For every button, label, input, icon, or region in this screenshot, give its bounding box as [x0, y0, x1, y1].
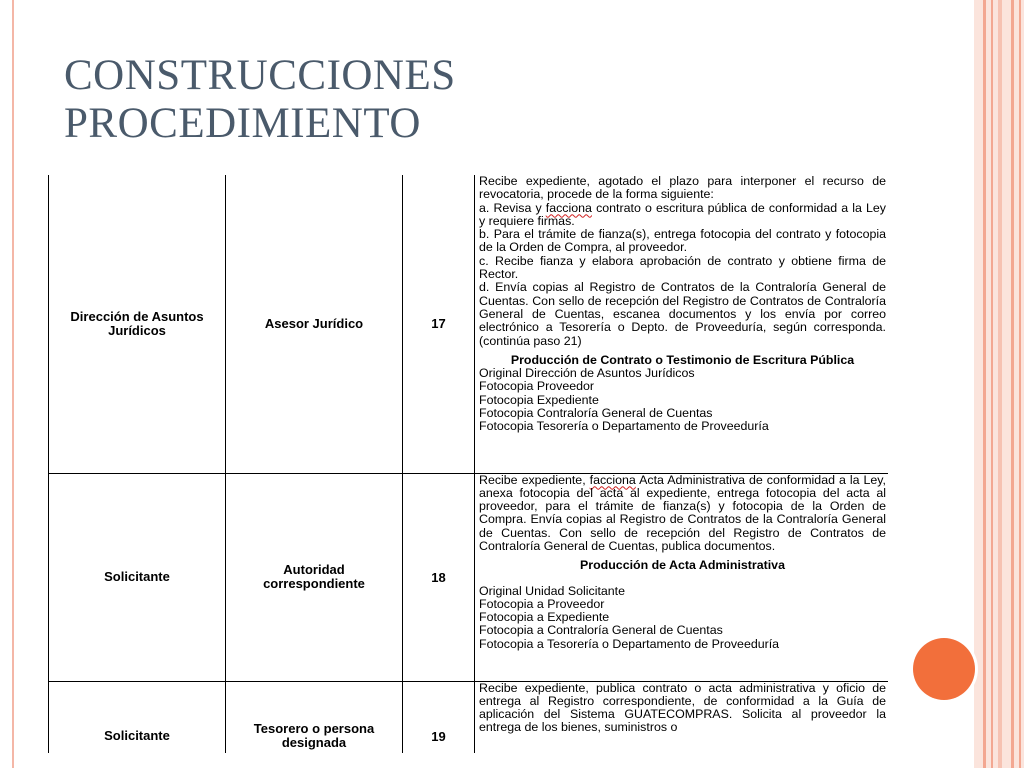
item-a-text-start: a. Revisa y: [479, 200, 546, 215]
step-number-cell: 18: [403, 473, 475, 681]
copy-line: Fotocopia Expediente: [479, 392, 599, 407]
production-subtitle: Producción de Contrato o Testimonio de Escritura Pública: [510, 352, 855, 367]
unit-cell: Solicitante: [49, 681, 226, 753]
table-row: [49, 175, 889, 473]
slide-title-line-1: CONSTRUCCIONES: [64, 52, 456, 99]
position-cell: Autoridad correspondiente: [226, 473, 403, 681]
right-decorative-band: [974, 0, 1024, 768]
spellcheck-word: facciona: [545, 200, 592, 215]
description-item-c: c. Recibe fianza y elabora aprobación de contrato y obtiene firma de Rector.: [479, 253, 886, 282]
decorative-stripe: [1011, 0, 1014, 768]
procedure-table: [48, 175, 888, 753]
position-cell: Asesor Jurídico: [226, 175, 403, 473]
spellcheck-word: facciona: [589, 472, 636, 487]
production-subtitle: Producción de Acta Administrativa: [580, 558, 785, 573]
copy-line: Fotocopia Proveedor: [479, 379, 595, 394]
step-number-cell: 17: [403, 175, 475, 473]
description-item-b: b. Para el trámite de fianza(s), entrega fotocopia del contrato y fotocopia de la Orden de Compra, al proveedor.: [479, 227, 886, 255]
step-number-cell: 19: [403, 681, 475, 753]
unit-cell: Solicitante: [49, 473, 226, 681]
paragraph-text-end: Acta Administrativa de conformidad a la Ley, anexa fotocopia del acta al expediente, entrega fotocopia del acta al proveedor, para el trámite de fianza(s) y fotocopia de la Orden de Compra. Envía copias al Registro de Contratos de la Contraloría General de Cuentas. Con sello de recepción del Registro de Contratos de Contraloría General de Cuentas, publica documentos.: [479, 472, 886, 553]
position-cell: Tesorero o persona designada: [226, 681, 403, 753]
description-paragraph: Recibe expediente, publica contrato o acta administrativa y oficio de entrega al Registro correspondiente, de conformidad a la Guía de aplicación del Sistema GUATECOMPRAS. Solicita al proveedor la entrega de los bienes, suministros o: [479, 680, 886, 735]
description-cell: [475, 175, 889, 473]
slide-title: [64, 52, 456, 148]
copy-line: Fotocopia a Proveedor: [479, 596, 605, 611]
slide-title-line-2: PROCEDIMIENTO: [64, 100, 421, 147]
procedure-table-container: [48, 175, 888, 753]
description-cell: [475, 473, 889, 681]
left-decorative-line: [12, 0, 14, 768]
description-item-d: d. Envía copias al Registro de Contratos de la Contraloría General de Cuentas. Con sello de recepción del Registro de Contratos de Contraloría General de Cuentas, escanea documentos y los envía por correo electrónico a Tesorería o Depto. de Proveeduría, según corresponda. (continúa paso 21): [479, 280, 886, 348]
description-item-a: [479, 202, 886, 229]
paragraph-text-start: Recibe expediente,: [479, 472, 590, 487]
decorative-stripe: [991, 0, 993, 768]
copy-line: Original Dirección de Asuntos Jurídicos: [479, 366, 695, 381]
copy-line: Fotocopia Contraloría General de Cuentas: [479, 406, 713, 421]
item-a-text-end: contrato o escritura pública de conformidad a la Ley y requiere firmas.: [479, 200, 886, 228]
copy-line: Fotocopia a Contraloría General de Cuentas: [479, 623, 723, 638]
description-cell: [475, 681, 889, 753]
unit-cell: Dirección de Asuntos Jurídicos: [49, 175, 226, 473]
orange-circle-decoration: [913, 638, 975, 700]
description-paragraph: [479, 474, 886, 554]
copy-line: Original Unidad Solicitante: [479, 583, 626, 598]
table-row: [49, 681, 889, 753]
decorative-stripe: [1019, 0, 1021, 768]
copy-line: Fotocopia a Expediente: [479, 610, 610, 625]
decorative-stripe: [998, 0, 1002, 768]
copy-line: Fotocopia a Tesorería o Departamento de Proveeduría: [479, 636, 780, 651]
decorative-stripe: [983, 0, 986, 768]
description-paragraph: Recibe expediente, agotado el plazo para interponer el recurso de revocatoria, procede de la forma siguiente:: [479, 175, 886, 202]
spacer: [479, 573, 886, 585]
copy-line: Fotocopia Tesorería o Departamento de Proveeduría: [479, 419, 769, 434]
table-row: [49, 473, 889, 681]
